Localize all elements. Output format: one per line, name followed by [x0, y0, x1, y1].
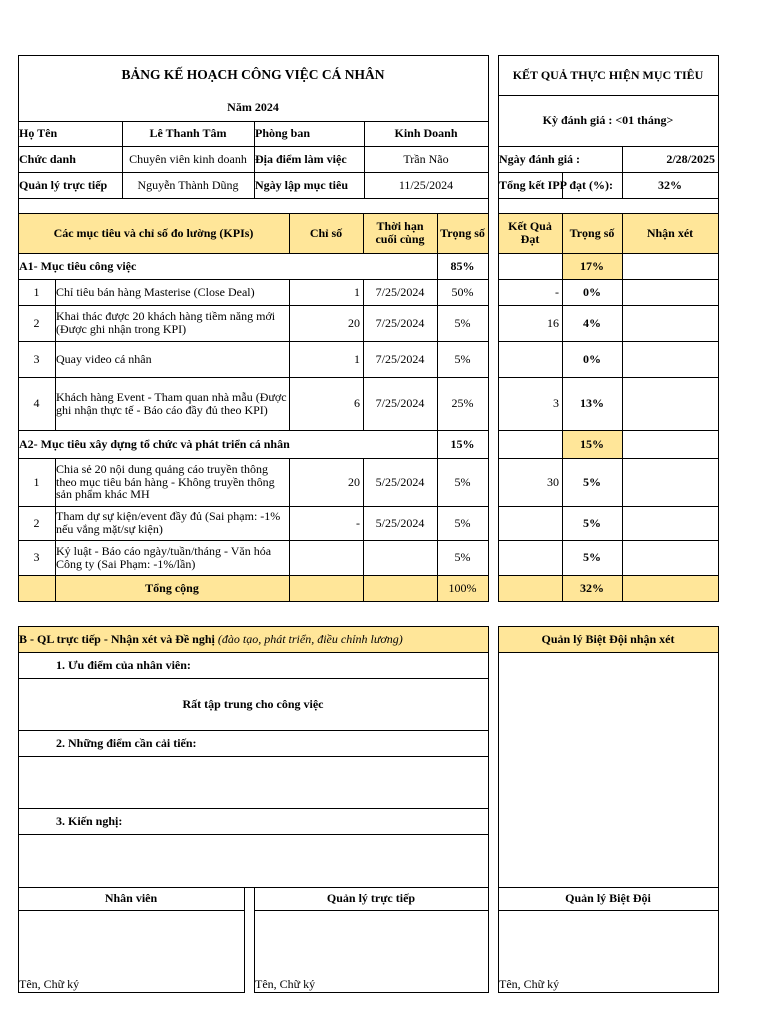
table-row-deadline — [363, 540, 437, 575]
table-row-desc: Quay video cá nhân — [56, 351, 152, 366]
table-row-achieved: 30 — [547, 474, 559, 489]
table-row-desc: Tham dự sự kiện/event đầy đủ (Sai phạm: -1% nếu vắng mặt/sự kiện) — [56, 509, 281, 536]
table-row-desc: Chia sẻ 20 nội dung quảng cáo truyền thông theo mục tiêu bán hàng - Không truyền thông sản phẩm khác MH — [56, 462, 275, 502]
table-row-achieved: 16 — [547, 315, 559, 330]
sign-manager-name: Tên, Chữ ký — [255, 977, 316, 992]
table-row-result: 5% — [583, 550, 601, 565]
sign-team-manager-name: Tên, Chữ ký — [499, 977, 560, 992]
table-row-result: 4% — [583, 315, 601, 330]
table-row-desc: Chỉ tiêu bán hàng Masterise (Close Deal) — [56, 284, 255, 299]
strengths-value: Rất tập trung cho công việc — [182, 696, 324, 711]
section-a1-weight: 85% — [450, 258, 475, 273]
strengths-label: 1. Ưu điểm của nhân viên: — [56, 657, 191, 672]
total-result: 32% — [580, 580, 604, 595]
section-a2-title: A2- Mục tiêu xây dựng tổ chức và phát triển cá nhân — [19, 436, 290, 451]
improve-label: 2. Những điểm cần cải tiến: — [56, 735, 197, 750]
table-row-result: 13% — [580, 396, 604, 411]
table-row-no: 2 — [33, 315, 40, 330]
total-label: Tổng cộng — [145, 580, 199, 595]
section-a1-result: 17% — [580, 258, 604, 273]
table-row-no: 2 — [33, 515, 40, 530]
date-label: Ngày lập mục tiêu — [255, 177, 348, 192]
table-row-achieved — [498, 506, 562, 540]
location-value: Trần Não — [403, 151, 449, 166]
location-label: Địa điểm làm việc — [255, 151, 347, 166]
dept-label: Phòng ban — [255, 126, 311, 141]
table-row-result: 5% — [583, 515, 601, 530]
table-row-desc: Kỷ luật - Báo cáo ngày/tuần/tháng - Văn hóa Công ty (Sai Phạm: -1%/lần) — [56, 543, 272, 571]
sign-employee-title: Nhân viên — [104, 891, 158, 906]
header-weight: Trọng số — [440, 225, 485, 240]
table-row-achieved — [498, 540, 562, 575]
eval-date-value: 2/28/2025 — [666, 151, 715, 166]
table-row-weight: 5% — [454, 315, 471, 330]
table-row-result: 0% — [583, 284, 601, 299]
table-row-no: 4 — [33, 396, 40, 411]
year: Năm 2024 — [227, 99, 279, 114]
table-row-deadline: 7/25/2024 — [375, 396, 425, 411]
table-row-desc: Khai thác được 20 khách hàng tiềm năng mới (Được ghi nhận trong KPI) — [56, 309, 276, 336]
header-achieved: Kết Quả Đạt — [508, 219, 552, 246]
table-row-index: 20 — [348, 315, 360, 330]
section-a2-weight: 15% — [450, 436, 475, 451]
table-row-index: 1 — [354, 284, 360, 299]
table-row-no: 1 — [33, 284, 40, 299]
table-row-index — [289, 540, 363, 575]
table-row-deadline: 7/25/2024 — [375, 284, 425, 299]
table-row-weight: 5% — [454, 515, 471, 530]
header-deadline: Thời hạn cuối cùng — [375, 219, 425, 246]
header-comment: Nhận xét — [646, 225, 694, 240]
header-kpi: Các mục tiêu và chỉ số đo lường (KPIs) — [53, 225, 254, 240]
table-row-weight: 5% — [454, 550, 471, 565]
result-title: KẾT QUẢ THỰC HIỆN MỤC TIÊU — [512, 67, 704, 82]
team-comment-title: Quản lý Biệt Đội nhận xét — [541, 631, 675, 646]
table-row-result: 0% — [583, 351, 601, 366]
table-row-achieved: - — [555, 284, 559, 299]
section-a1-title: A1- Mục tiêu công việc — [19, 258, 137, 273]
part-b-title — [18, 626, 488, 652]
table-row-index: 1 — [354, 351, 360, 366]
table-row-deadline: 7/25/2024 — [375, 351, 425, 366]
part-b-title-text: B - QL trực tiếp - Nhận xét và Đề nghị — [19, 631, 215, 646]
suggest-label: 3. Kiến nghị: — [56, 813, 123, 828]
sign-employee-name: Tên, Chữ ký — [19, 977, 80, 992]
table-row-achieved: 3 — [553, 396, 559, 411]
table-row-weight: 5% — [454, 351, 471, 366]
table-row-no: 3 — [33, 550, 40, 565]
sign-manager-title: Quản lý trực tiếp — [326, 891, 416, 906]
section-a2-result: 15% — [580, 436, 604, 451]
part-b-subtitle: (đào tạo, phát triển, điều chỉnh lương) — [217, 631, 403, 646]
table-row-achieved — [498, 341, 562, 377]
header-weight2: Trọng số — [569, 225, 615, 240]
table-row-desc: Khách hàng Event - Tham quan nhà mẫu (Được ghi nhận thực tế - Báo cáo đầy đủ theo KPI) — [56, 389, 287, 417]
table-row-index: 6 — [354, 396, 360, 411]
eval-period: Kỳ đánh giá : <01 tháng> — [542, 113, 674, 128]
table-row-weight: 5% — [454, 474, 471, 489]
table-row-index: 20 — [348, 474, 360, 489]
table-row-weight: 25% — [451, 396, 474, 411]
name-label: Họ Tên — [19, 126, 58, 141]
position-value: Chuyên viên kinh doanh — [129, 151, 247, 166]
table-row-deadline: 5/25/2024 — [375, 474, 425, 489]
manager-value: Nguyễn Thành Dũng — [137, 177, 239, 192]
table-row-no: 1 — [33, 474, 40, 489]
eval-date-label: Ngày đánh giá : — [499, 151, 581, 166]
sign-team-manager-title: Quản lý Biệt Đội — [565, 891, 651, 906]
employee-name: Lê Thanh Tâm — [149, 126, 227, 141]
ipp-label: Tổng kết IPP đạt (%): — [499, 177, 613, 192]
table-row-no: 3 — [33, 351, 40, 366]
team-comment-frame — [498, 626, 719, 888]
table-row-index: - — [356, 515, 360, 530]
ipp-value: 32% — [658, 177, 682, 192]
header-index: Chỉ số — [309, 225, 343, 240]
date-value: 11/25/2024 — [398, 177, 454, 192]
table-row-deadline: 7/25/2024 — [375, 315, 425, 330]
table-row-deadline: 5/25/2024 — [375, 515, 425, 530]
dept-value: Kinh Doanh — [394, 126, 458, 141]
total-weight: 100% — [448, 580, 477, 595]
table-row-weight: 50% — [451, 284, 474, 299]
table-row-result: 5% — [583, 474, 601, 489]
position-label: Chức danh — [19, 151, 76, 166]
page-title: BẢNG KẾ HOẠCH CÔNG VIỆC CÁ NHÂN — [121, 66, 385, 82]
manager-label: Quản lý trực tiếp — [19, 177, 108, 192]
